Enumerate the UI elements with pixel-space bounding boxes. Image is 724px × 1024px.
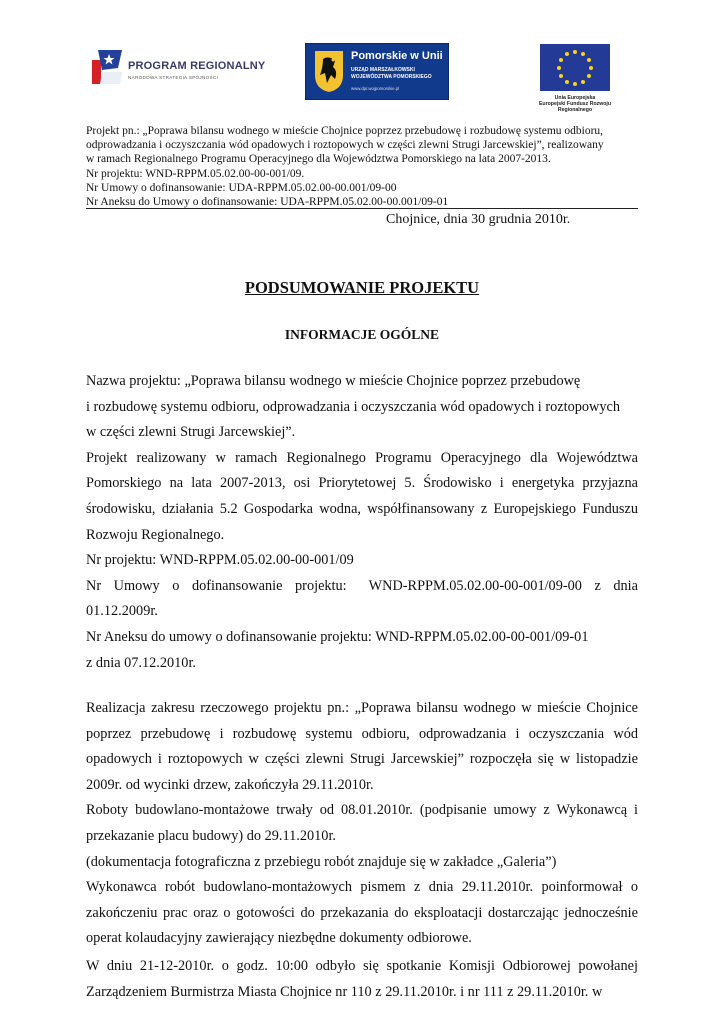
project-name-line-3: w części zlewni Strugi Jarcewskiej”. — [86, 424, 296, 441]
pomorskie-title: Pomorskie w Unii — [351, 50, 443, 62]
header-line-6: Nr Aneksu do Umowy o dofinansowanie: UDA-RPPM.05.02.00-00.001/09-01 — [86, 196, 449, 209]
program-regionalny-logo — [92, 46, 266, 98]
eu-caption — [520, 95, 630, 113]
contractor-notice: Wykonawca robót budowlano-montażowych pismem z dnia 29.11.2010r. poinformował o zakończeniu prac oraz o gotowości do przekazania do eksploatacji dostarczając jednocześnie operat kolaudacyjny zawierający niezbędne dokumenty odbiorowe. — [86, 879, 638, 947]
program-regionalny-subtitle: NARODOWA STRATEGIA SPÓJNOŚCI — [128, 75, 219, 80]
annex-number: Nr Aneksu do umowy o dofinansowanie projektu: WND-RPPM.05.02.00-00-001/09-01 — [86, 628, 589, 645]
header-line-1: Projekt pn.: „Poprawa bilansu wodnego w mieście Chojnice poprzez przebudowę i rozbudowę systemu odbioru, — [86, 125, 604, 137]
page-title: PODSUMOWANIE PROJEKTU — [244, 278, 480, 297]
document-date: Chojnice, dnia 30 grudnia 2010r. — [386, 212, 571, 227]
eu-caption-line-1: Unia Europejska — [554, 95, 596, 101]
section-title: INFORMACJE OGÓLNE — [284, 327, 440, 342]
pomorskie-subtitle-1: URZĄD MARSZAŁKOWSKI — [351, 67, 415, 73]
pomorskie-logo — [305, 43, 449, 100]
agreement-number — [86, 574, 638, 625]
photo-documentation-note: (dokumentacja fotograficzna z przebiegu robót znajduje się w zakładce „Galeria”) — [86, 853, 557, 870]
eu-caption-line-2: Europejski Fundusz Rozwoju — [538, 101, 612, 107]
project-name-line-1: Nazwa projektu: „Poprawa bilansu wodnego w mieście Chojnice poprzez przebudowę — [86, 373, 581, 389]
header-line-5: Nr Umowy o dofinansowanie: UDA-RPPM.05.02.00-00.001/09-00 — [86, 181, 397, 194]
eu-stars-icon — [540, 44, 610, 91]
project-name-line-2: i rozbudowę systemu odbioru, odprowadzania i oczyszczania wód opadowych i roztopowych — [86, 398, 620, 415]
eu-caption-line-3: Regionalnego — [557, 107, 593, 113]
realization-scope: Realizacja zakresu rzeczowego projektu pn.: „Poprawa bilansu wodnego w mieście Chojnice poprzez przebudowę i rozbudowę systemu odbioru, odprowadzania i oczyszczania wód opadowych i roztopowych w części zlewni Strugi Jarcewskiej” rozpoczęła się w listopadzie 2009r. od wycinki drzew, zakończyła 29.11.2010r. — [86, 700, 638, 793]
star-flag-icon — [92, 48, 126, 88]
header-line-3: w ramach Regionalnego Programu Operacyjnego dla Województwa Pomorskiego na lata 2007-2013. — [86, 153, 551, 166]
griffin-emblem-icon — [311, 49, 347, 93]
header-line-4: Nr projektu: WND-RPPM.05.02.00-00-001/09. — [86, 167, 305, 180]
construction-works: Roboty budowlano-montażowe trwały od 08.01.2010r. (podpisanie umowy z Wykonawcą i przekazanie placu budowy) do 29.11.2010r. — [86, 802, 638, 844]
eu-flag — [540, 44, 610, 91]
annex-date: z dnia 07.12.2010r. — [86, 654, 196, 671]
logo-bar — [0, 40, 724, 112]
header-line-2: odprowadzania i oczyszczania wód opadowych i roztopowych w części zlewni Strugi Jarcewskiej”, realizowany — [86, 139, 604, 152]
pomorskie-subtitle-2: WOJEWÓDZTWA POMORSKIEGO — [351, 74, 432, 80]
program-description: Projekt realizowany w ramach Regionalnego Programu Operacyjnego dla Województwa Pomorskiego na lata 2007-2013, osi Priorytetowej 5. Środowisko i energetyka przyjazna środowisku, działania 5.2 Gospodarka wodna, współfinansowany z Europejskiego Funduszu Rozwoju Regionalnego. — [86, 449, 638, 543]
project-header — [86, 124, 638, 209]
realization-paragraph — [86, 696, 638, 952]
commission-meeting: W dniu 21-12-2010r. o godz. 10:00 odbyło się spotkanie Komisji Odbiorowej powołanej Zarządzeniem Burmistrza Miasta Chojnice nr 110 z 29.11.2010r. i nr 111 z 29.11.2010r. w — [86, 958, 638, 1000]
agreement-value: WND-RPPM.05.02.00-00-001/09-00 z dnia 01.12.2009r. — [86, 577, 638, 620]
header-divider — [86, 208, 638, 209]
agreement-label: Nr Umowy o dofinansowanie projektu: — [86, 577, 347, 594]
program-regionalny-title: PROGRAM REGIONALNY — [128, 60, 266, 72]
commission-paragraph — [86, 954, 638, 1005]
project-number: Nr projektu: WND-RPPM.05.02.00-00-001/09 — [86, 552, 354, 569]
pomorskie-url: www.dpr.wojpomorskie.pl — [351, 86, 400, 91]
general-info-paragraph — [86, 369, 638, 676]
